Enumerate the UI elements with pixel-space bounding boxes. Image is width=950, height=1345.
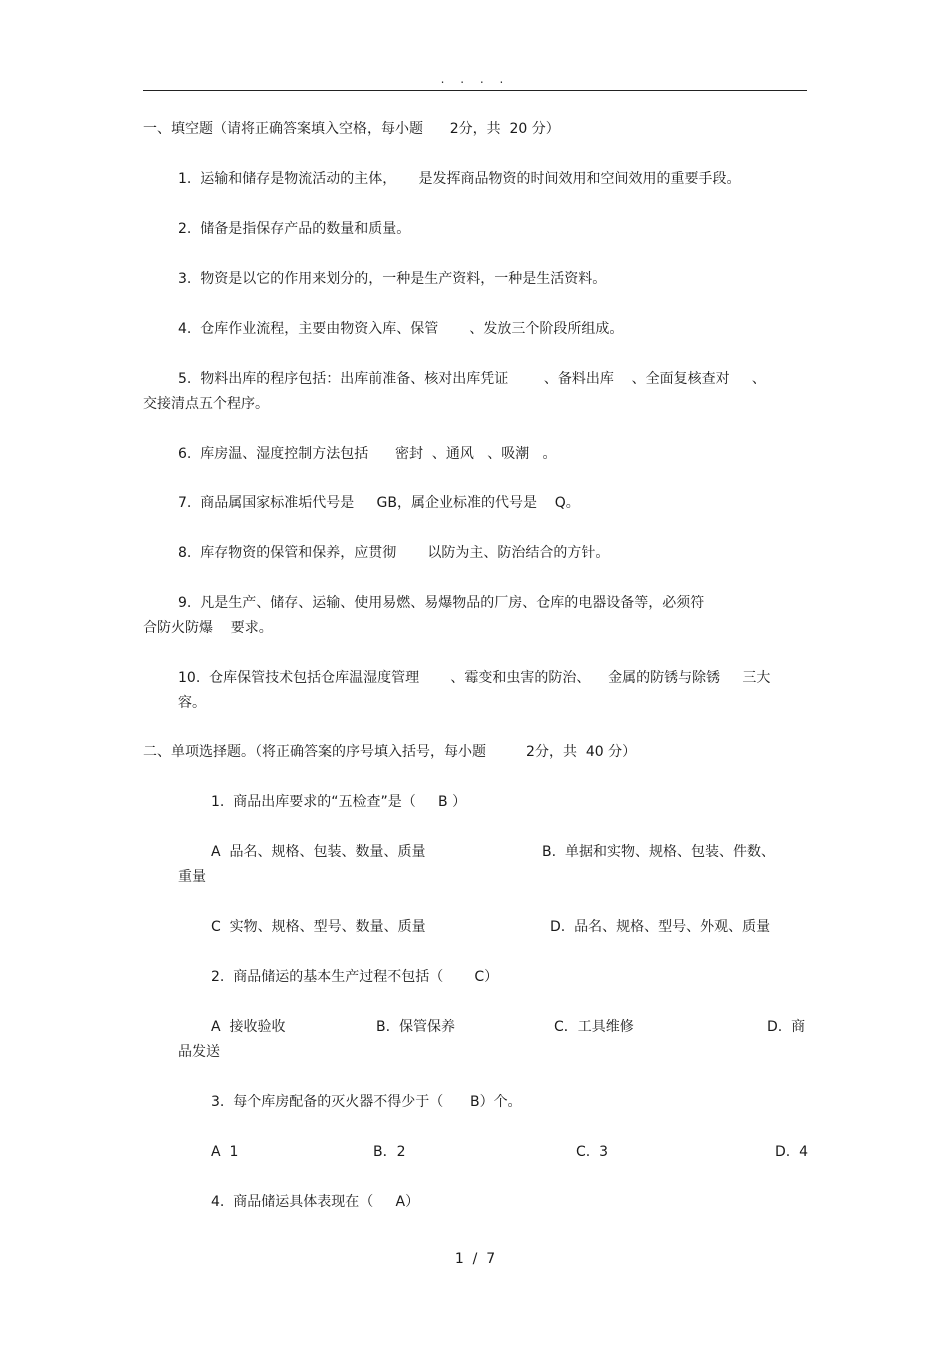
section1-question-9-line2: 合防火防爆 要求。 — [143, 620, 273, 636]
section1-title: 一、填空题（请将正确答案填入空格，每小题 2分，共 20 分） — [143, 121, 560, 137]
section2-question-1: 1. 商品出库要求的“五检查”是（ B ） — [211, 794, 467, 810]
section2-q3-option-a: A 1 — [211, 1144, 239, 1160]
section1-question-5-line2: 交接清点五个程序。 — [143, 396, 269, 412]
section2-q1-option-b: B. 单据和实物、规格、包装、件数、 — [542, 844, 775, 860]
section1-question-10-line2: 容。 — [178, 695, 206, 711]
section2-q1-option-c: C 实物、规格、型号、数量、质量 — [211, 919, 426, 935]
section2-title: 二、单项选择题。（将正确答案的序号填入括号，每小题 2分，共 40 分） — [143, 744, 637, 760]
section1-question-8: 8. 库存物资的保管和保养，应贯彻 以防为主、防治结合的方针。 — [178, 545, 610, 561]
section1-question-5-line1: 5. 物料出库的程序包括：出库前准备、核对出库凭证 、备料出库 、全面复核查对 、 — [178, 371, 766, 387]
section2-q2-option-a: A 接收验收 — [211, 1019, 286, 1035]
section1-question-2: 2. 储备是指保存产品的数量和质量。 — [178, 221, 411, 237]
section2-q1-option-d: D. 品名、规格、型号、外观、质量 — [550, 919, 771, 935]
section2-q1-option-a: A 品名、规格、包装、数量、质量 — [211, 844, 426, 860]
section1-question-9-line1: 9. 凡是生产、储存、运输、使用易燃、易爆物品的厂房、仓库的电器设备等，必须符 — [178, 595, 705, 611]
section2-q2-option-b: B. 保管保养 — [376, 1019, 455, 1035]
page-header-dots: . . . . — [440, 72, 510, 86]
section1-question-10-line1: 10. 仓库保管技术包括仓库温湿度管理 、霉变和虫害的防治、 金属的防锈与除锈 三大 — [178, 670, 771, 686]
section1-question-4: 4. 仓库作业流程，主要由物资入库、保管 、发放三个阶段所组成。 — [178, 321, 624, 337]
section2-q3-option-b: B．2 — [373, 1144, 406, 1160]
section2-q1-option-b-cont: 重量 — [178, 869, 206, 885]
section2-question-2: 2. 商品储运的基本生产过程不包括（ C） — [211, 969, 499, 985]
section1-question-6: 6. 库房温、湿度控制方法包括 密封 、通风 、吸潮 。 — [178, 446, 557, 462]
section2-q3-option-c: C. 3 — [576, 1144, 609, 1160]
section1-question-1: 1. 运输和储存是物流活动的主体， 是发挥商品物资的时间效用和空间效用的重要手段。 — [178, 171, 741, 187]
section1-question-7: 7. 商品属国家标准垢代号是 GB，属企业标准的代号是 Q。 — [178, 495, 580, 511]
section2-q2-option-d-cont: 品发送 — [178, 1044, 220, 1060]
header-rule — [143, 90, 807, 91]
section1-question-3: 3. 物资是以它的作用来划分的，一种是生产资料，一种是生活资料。 — [178, 271, 607, 287]
section2-q2-option-d: D. 商 — [767, 1019, 806, 1035]
section2-question-4: 4. 商品储运具体表现在（ A） — [211, 1194, 420, 1210]
page-number: 1 / 7 — [454, 1251, 496, 1267]
section2-q3-option-d: D. 4 — [775, 1144, 809, 1160]
section2-question-3: 3. 每个库房配备的灭火器不得少于（ B）个。 — [211, 1094, 522, 1110]
section2-q2-option-c: C．工具维修 — [554, 1019, 634, 1035]
